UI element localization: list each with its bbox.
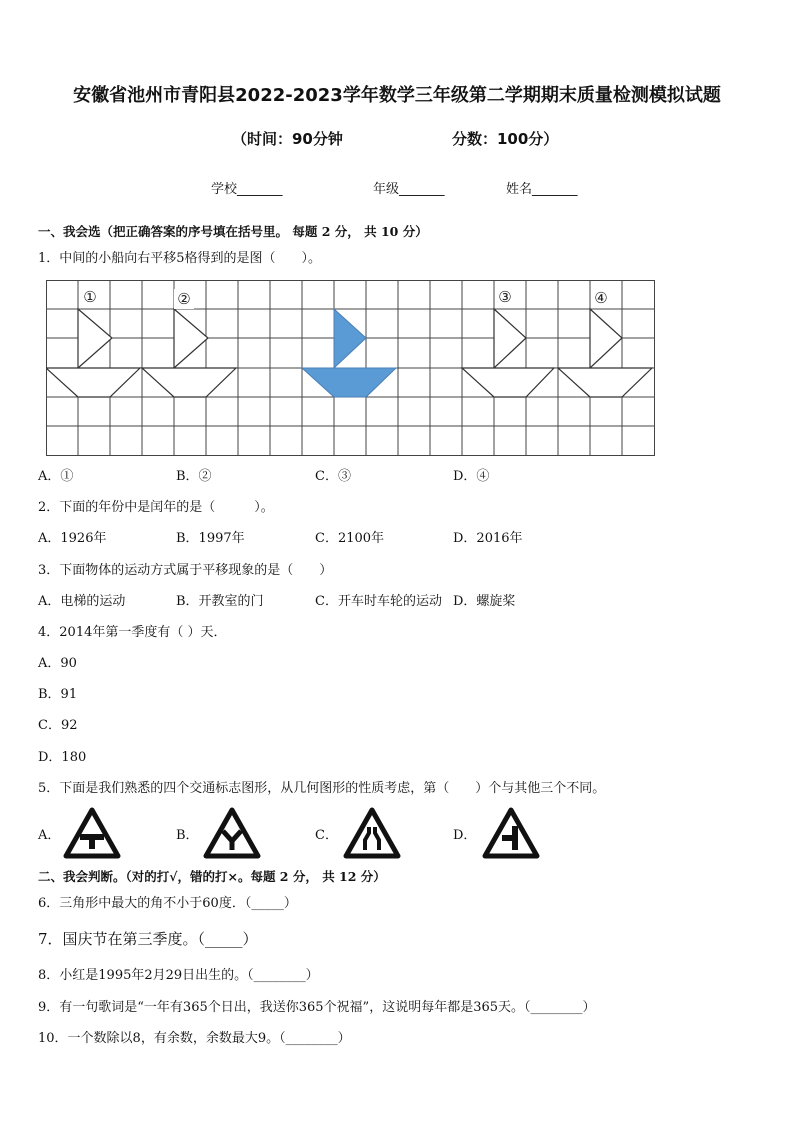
q5-option-c[interactable]: C． <box>315 828 338 843</box>
q2-stem: 2．下面的年份中是闰年的是（ ）。 <box>38 500 274 515</box>
q2-option-a[interactable]: A．1926年 <box>38 531 107 546</box>
traffic-sign-side-road-icon <box>482 807 540 859</box>
q4-option-c[interactable]: C．92 <box>38 718 78 733</box>
q7-statement: 7．国庆节在第三季度。（_____） <box>38 930 258 948</box>
exam-score: 分数：100分） <box>452 130 559 148</box>
traffic-sign-y-fork-icon <box>203 807 261 859</box>
q1-option-a[interactable]: A．① <box>38 469 74 484</box>
section-2-heading: 二、我会判断。（对的打√，错的打×。每题 2 分， 共 12 分） <box>38 869 386 884</box>
figure-label-3: ③ <box>498 288 512 306</box>
q2-option-b[interactable]: B．1997年 <box>176 531 245 546</box>
q5-option-d[interactable]: D． <box>453 828 477 843</box>
q3-option-a[interactable]: A．电梯的运动 <box>38 594 126 609</box>
school-field[interactable]: 学校_______ <box>211 182 283 197</box>
boat-middle <box>302 309 396 397</box>
q5-option-b[interactable]: B． <box>176 828 199 843</box>
q2-option-d[interactable]: D．2016年 <box>453 531 523 546</box>
q1-option-c[interactable]: C．③ <box>315 469 351 484</box>
q3-option-d[interactable]: D．螺旋桨 <box>453 594 516 609</box>
traffic-sign-t-intersection-icon <box>63 807 121 859</box>
q1-stem: 1．中间的小船向右平移5格得到的是图（ ）。 <box>38 251 322 266</box>
boat-1 <box>46 309 140 397</box>
q3-option-b[interactable]: B．开教室的门 <box>176 594 264 609</box>
figure-label-4: ④ <box>594 289 608 307</box>
q3-option-c[interactable]: C．开车时车轮的运动 <box>315 594 442 609</box>
q2-option-c[interactable]: C．2100年 <box>315 531 385 546</box>
figure-label-2: ② <box>177 290 191 308</box>
boat-2 <box>142 309 236 397</box>
q6-statement: 6．三角形中最大的角不小于60度．（_____） <box>38 896 297 911</box>
q5-stem: 5．下面是我们熟悉的四个交通标志图形，从几何图形的性质考虑，第（ ）个与其他三个不同。 <box>38 781 606 796</box>
q4-stem: 4．2014年第一季度有（ ）天． <box>38 625 227 640</box>
boat-4 <box>558 309 652 397</box>
q4-option-a[interactable]: A．90 <box>38 656 77 671</box>
q1-grid-figure <box>46 280 658 458</box>
q1-option-b[interactable]: B．② <box>176 469 212 484</box>
q8-statement: 8．小红是1995年2月29日出生的。（________） <box>38 968 319 983</box>
page-title: 安徽省池州市青阳县2022-2023学年数学三年级第二学期期末质量检测模拟试题 <box>73 85 721 106</box>
grade-field[interactable]: 年级_______ <box>373 182 445 197</box>
q3-stem: 3．下面物体的运动方式属于平移现象的是（ ） <box>38 563 333 578</box>
traffic-sign-narrow-road-icon <box>343 807 401 859</box>
figure-label-1: ① <box>83 288 97 306</box>
boat-3 <box>462 309 554 397</box>
q9-statement: 9．有一句歌词是“一年有365个日出，我送你365个祝福”，这说明每年都是365天。（________） <box>38 1000 596 1015</box>
q5-option-a[interactable]: A． <box>38 828 61 843</box>
q4-option-b[interactable]: B．91 <box>38 687 78 702</box>
q10-statement: 10．一个数除以8，有余数，余数最大9。（________） <box>38 1031 351 1046</box>
exam-time: （时间：90分钟 <box>232 130 343 148</box>
name-field[interactable]: 姓名_______ <box>506 182 578 197</box>
section-1-heading: 一、我会选（把正确答案的序号填在括号里。 每题 2 分， 共 10 分） <box>38 224 428 239</box>
q1-option-d[interactable]: D．④ <box>453 469 490 484</box>
q4-option-d[interactable]: D．180 <box>38 750 87 765</box>
